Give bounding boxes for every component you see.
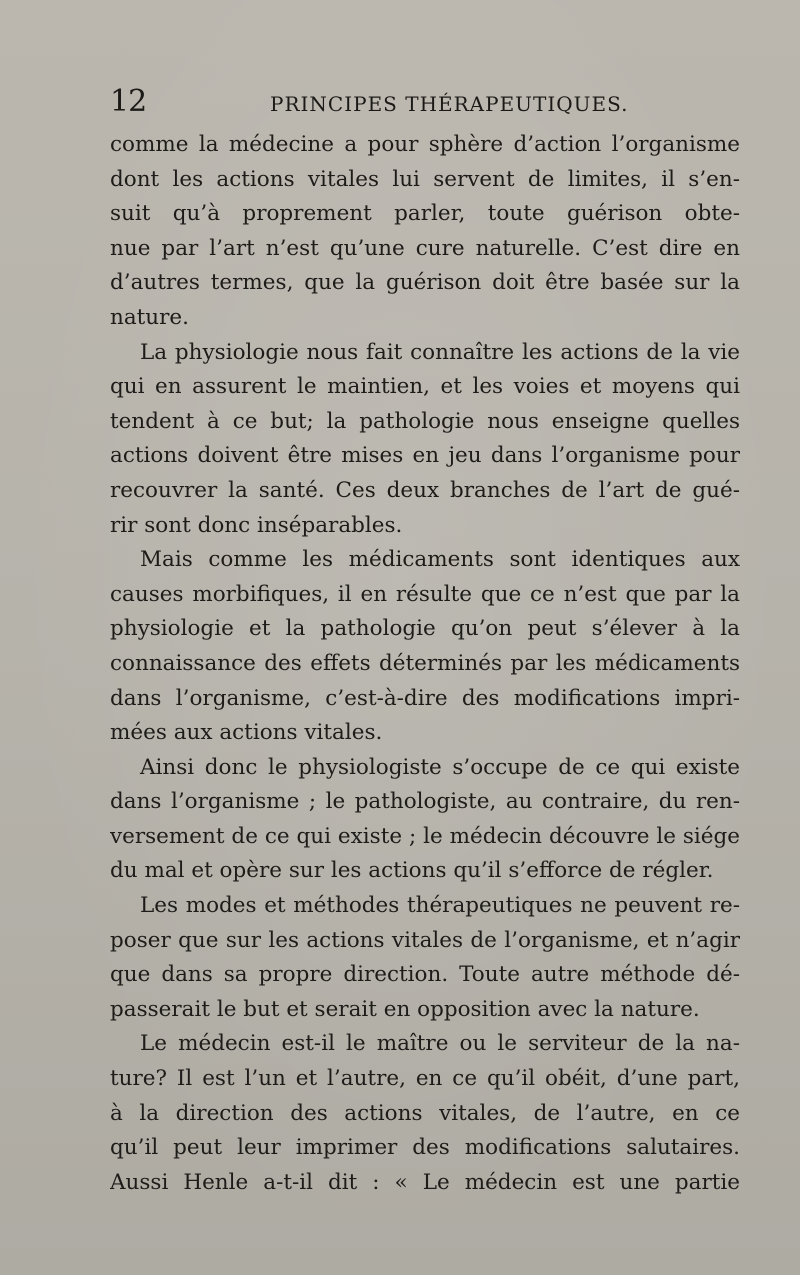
- text-line: passerait le but et serait en opposition avec la nature.: [110, 996, 700, 1022]
- text-line: rir sont donc inséparables.: [110, 512, 403, 538]
- text-line: tendent à ce but; la pathologie nous enseigne quelles: [110, 408, 740, 434]
- text-line: Ainsi donc le physiologiste s’occupe de ce qui existe: [140, 754, 740, 780]
- text-line: qui en assurent le maintien, et les voies et moyens qui: [110, 374, 740, 400]
- text-line: qu’il peut leur imprimer des modifications salutaires.: [110, 1135, 740, 1161]
- text-line: comme la médecine a pour sphère d’action l’organisme: [110, 132, 740, 157]
- text-line: connaissance des effets déterminés par les médicaments: [110, 650, 740, 676]
- text-line: d’autres termes, que la guérison doit être basée sur la: [110, 270, 740, 296]
- body-text: [110, 128, 740, 1200]
- text-line: dans l’organisme ; le pathologiste, au contraire, du ren-: [110, 789, 740, 815]
- text-line: que dans sa propre direction. Toute autre méthode dé-: [110, 962, 740, 988]
- text-line: actions doivent être mises en jeu dans l’organisme pour: [110, 443, 740, 469]
- text-line: du mal et opère sur les actions qu’il s’efforce de régler.: [110, 858, 714, 884]
- text-line: La physiologie nous fait connaître les actions de la vie: [140, 339, 740, 365]
- text-line: Aussi Henle a-t-il dit : « Le médecin est une partie: [110, 1169, 740, 1195]
- running-title: PRINCIPES THÉRAPEUTIQUES.: [270, 92, 629, 116]
- text-line: dans l’organisme, c’est-à-dire des modifications impri-: [110, 685, 740, 711]
- page-number: 12: [110, 84, 147, 119]
- text-line: Les modes et méthodes thérapeutiques ne peuvent re-: [140, 893, 740, 919]
- text-line: à la direction des actions vitales, de l’autre, en ce: [110, 1100, 740, 1126]
- page-header: [110, 82, 740, 122]
- text-line: poser que sur les actions vitales de l’organisme, et n’agir: [110, 927, 740, 953]
- text-line: mées aux actions vitales.: [110, 720, 383, 746]
- text-line: dont les actions vitales lui servent de limites, il s’en-: [110, 166, 740, 192]
- text-line: Le médecin est-il le maître ou le serviteur de la na-: [140, 1031, 740, 1057]
- text-line: physiologie et la pathologie qu’on peut s’élever à la: [110, 616, 740, 642]
- text-line: nature.: [110, 304, 189, 330]
- text-line: ture? Il est l’un et l’autre, en ce qu’il obéit, d’une part,: [110, 1066, 740, 1092]
- text-line: recouvrer la santé. Ces deux branches de l’art de gué-: [110, 477, 740, 503]
- text-line: Mais comme les médicaments sont identiques aux: [140, 547, 740, 573]
- text-line: nue par l’art n’est qu’une cure naturelle. C’est dire en: [110, 235, 740, 261]
- text-line: versement de ce qui existe ; le médecin découvre le siége: [110, 823, 740, 849]
- text-line: causes morbifiques, il en résulte que ce n’est que par la: [110, 581, 740, 607]
- text-line: suit qu’à proprement parler, toute guérison obte-: [110, 201, 740, 227]
